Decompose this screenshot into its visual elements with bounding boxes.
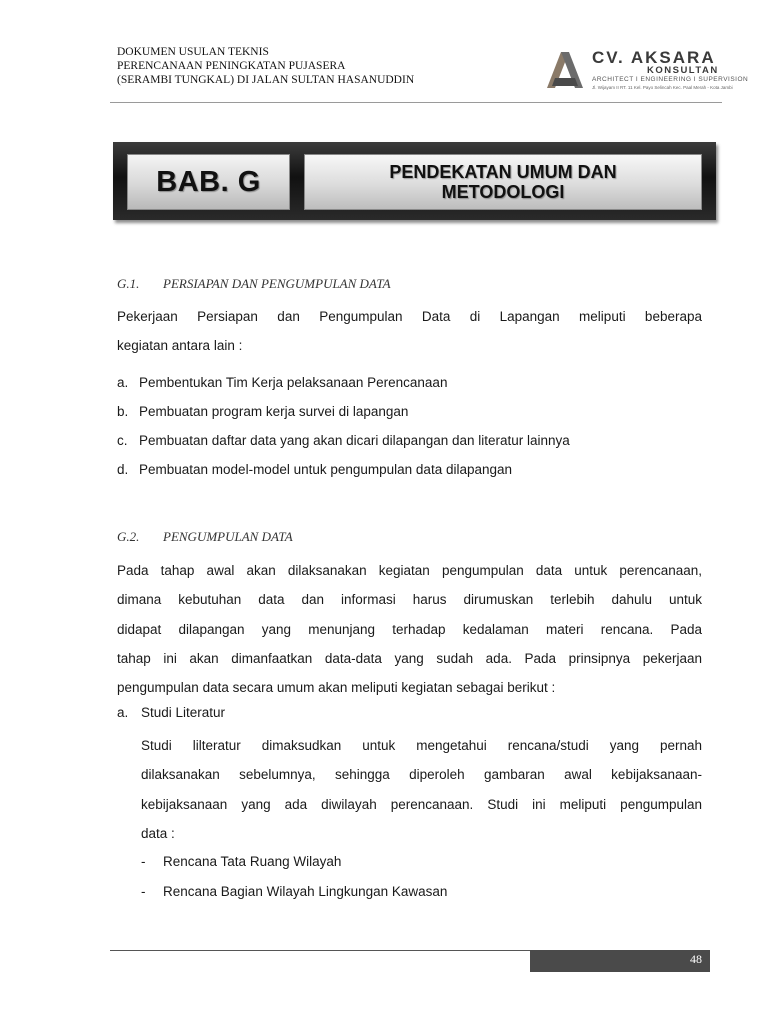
subsection-marker: a. [117, 705, 129, 720]
header-line-3: (SERAMBI TUNGKAL) DI JALAN SULTAN HASANUDDIN [117, 74, 415, 86]
chapter-title-line-1: PENDEKATAN UMUM DAN [389, 162, 617, 182]
list-item-text: Rencana Tata Ruang Wilayah [163, 854, 342, 869]
paragraph-line: tahap ini akan dimanfaatkan data-data yang sudah ada. Pada prinsipnya pekerjaan [117, 650, 702, 666]
list-item [117, 459, 570, 488]
section-heading-g2 [117, 529, 293, 545]
section-title: PERSIAPAN DAN PENGUMPULAN DATA [163, 276, 391, 291]
chapter-title-line-2: METODOLOGI [441, 182, 565, 202]
list-marker: - [141, 884, 146, 899]
chapter-label: BAB. G [156, 165, 261, 198]
subsection-dash-list [141, 851, 447, 911]
header-line-2: PERENCANAAN PENINGKATAN PUJASERA [117, 60, 346, 72]
chapter-label-box [127, 154, 290, 210]
logo-tagline: ARCHITECT I ENGINEERING I SUPERVISION [592, 76, 749, 83]
company-logo [543, 48, 749, 94]
list-item [117, 430, 570, 459]
paragraph-line: data : [141, 825, 175, 841]
document-header [117, 45, 447, 87]
paragraph-line: kegiatan antara lain : [117, 338, 243, 354]
paragraph-line: kebijaksanaan yang ada diwilayah perencanaan. Studi ini meliputi pengumpulan [141, 796, 702, 812]
chapter-title-box [304, 154, 702, 210]
paragraph-line: didapat dilapangan yang menunjang terhadap kedalaman materi rencana. Pada [117, 621, 702, 637]
header-divider [110, 102, 722, 103]
paragraph-line: Pada tahap awal akan dilaksanakan kegiatan pengumpulan data untuk perencanaan, [117, 563, 702, 578]
section1-intro [117, 302, 702, 361]
paragraph-line: Pekerjaan Persiapan dan Pengumpulan Data di Lapangan meliputi beberapa [117, 309, 702, 324]
list-item [141, 851, 447, 881]
list-item [117, 401, 570, 430]
footer-divider [110, 950, 530, 951]
logo-company-name: CV. AKSARA [592, 48, 716, 67]
list-marker: c. [117, 433, 128, 448]
list-marker: b. [117, 404, 129, 419]
list-marker: a. [117, 375, 129, 390]
section-heading-g1 [117, 276, 391, 292]
list-item [141, 881, 447, 911]
logo-address: Jl. Wijayam II RT. 11 Kel. Payo Selincah Kec. Paal Merah - Kota Jambi [592, 85, 733, 90]
logo-subtitle: KONSULTAN [647, 65, 719, 76]
section-number: G.2. [117, 529, 140, 544]
subsection-paragraph [141, 731, 702, 848]
paragraph-line: dilaksanakan sebelumnya, sehingga diperoleh gambaran awal kebijaksanaan- [141, 767, 702, 783]
list-item [117, 372, 570, 401]
section-title: PENGUMPULAN DATA [163, 529, 293, 544]
list-marker: - [141, 854, 146, 869]
page-number-box [530, 950, 710, 972]
list-item-text: Pembuatan model-model untuk pengumpulan data dilapangan [139, 462, 513, 477]
list-item-text: Pembuatan daftar data yang akan dicari dilapangan dan literatur lainnya [139, 433, 570, 448]
list-item-text: Pembuatan program kerja survei di lapangan [139, 404, 409, 419]
paragraph-line: pengumpulan data secara umum akan meliputi kegiatan sebagai berikut : [117, 680, 556, 696]
page-number: 48 [690, 952, 702, 966]
chapter-banner [113, 142, 716, 220]
section-number: G.1. [117, 276, 140, 291]
subsection-heading [117, 705, 225, 720]
paragraph-line: Studi lilteratur dimaksudkan untuk mengetahui rencana/studi yang pernah [141, 738, 702, 753]
header-line-1: DOKUMEN USULAN TEKNIS [117, 46, 269, 58]
list-item-text: Pembentukan Tim Kerja pelaksanaan Perencanaan [139, 375, 448, 390]
list-item-text: Rencana Bagian Wilayah Lingkungan Kawasan [163, 884, 448, 899]
paragraph-line: dimana kebutuhan data dan informasi harus dirumuskan terlebih dahulu untuk [117, 592, 702, 608]
section1-list [117, 372, 570, 488]
subsection-title: Studi Literatur [141, 705, 226, 720]
section2-paragraph [117, 556, 702, 702]
aksara-logo-mark-icon [543, 48, 587, 92]
list-marker: d. [117, 462, 129, 477]
